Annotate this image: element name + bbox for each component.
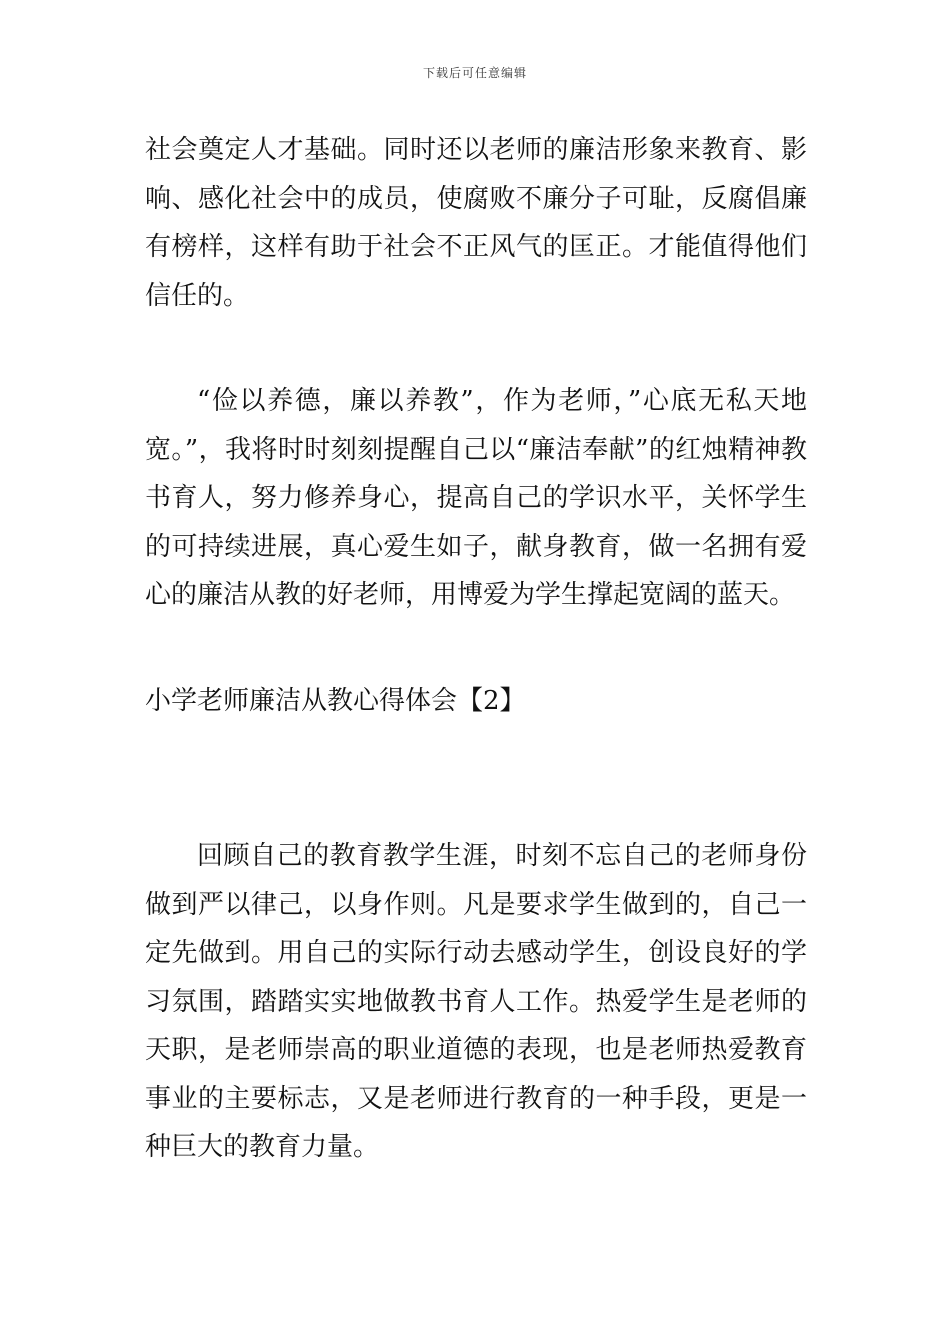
paragraph-2: “俭以养德，廉以养教”，作为老师，”心底无私天地宽。”，我将时时刻刻提醒自己以“廉洁奉献”的红烛精神教书育人，努力修养身心，提高自己的学识水平，关怀学生的可持续进展，真心爱生如子，献身教育，做一名拥有爱心的廉洁从教的好老师，用博爱为学生撑起宽阔的蓝天。 — [145, 386, 807, 610]
paragraph-1: 社会奠定人才基础。同时还以老师的廉洁形象来教育、影响、感化社会中的成员，使腐败不廉分子可耻，反腐倡廉有榜样，这样有助于社会不正风气的匡正。才能值得他们信任的。 — [145, 135, 807, 311]
page-header: 下载后可任意编辑 — [422, 66, 527, 80]
paragraph-3: 回顾自己的教育教学生涯，时刻不忘自己的老师身份做到严以律己，以身作则。凡是要求学生做到的，自己一定先做到。用自己的实际行动去感动学生，创设良好的学习氛围，踏踏实实地做教书育人工作。热爱学生是老师的天职，是老师崇高的职业道德的表现，也是老师热爱教育事业的主要标志，又是老师进行教育的一种手段，更是一种巨大的教育力量。 — [145, 841, 807, 1162]
document-body — [145, 126, 807, 1172]
section-heading: 小学老师廉洁从教心得体会【2】 — [145, 685, 526, 716]
